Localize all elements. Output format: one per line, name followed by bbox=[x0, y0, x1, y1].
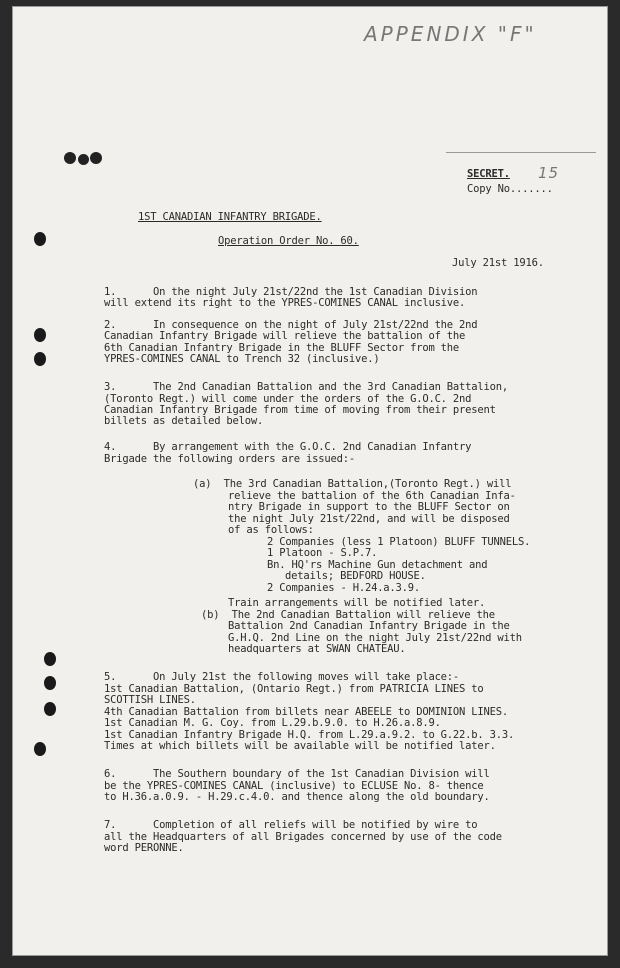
para-5-line: 4th Canadian Battalion from billets near ABEELE to DOMINION LINES. bbox=[104, 706, 509, 718]
para-3-line: Canadian Infantry Brigade from time of moving from their present bbox=[104, 404, 496, 416]
para-6-line: 6. The Southern boundary of the 1st Canadian Division will bbox=[104, 768, 490, 780]
para-1-line: will extend its right to the YPRES-COMINES CANAL inclusive. bbox=[104, 297, 466, 309]
order-date: July 21st 1916. bbox=[452, 257, 544, 269]
disposition-line: 2 Companies - H.24.a.3.9. bbox=[267, 582, 421, 594]
subpara-a-line: relieve the battalion of the 6th Canadian Infa- bbox=[228, 490, 516, 502]
disposition-line: 2 Companies (less 1 Platoon) BLUFF TUNNELS. bbox=[267, 536, 531, 548]
para-2-line: YPRES-COMINES CANAL to Trench 32 (inclusive.) bbox=[104, 353, 380, 365]
para-4-line: 4. By arrangement with the G.O.C. 2nd Canadian Infantry bbox=[104, 441, 472, 453]
para-6-line: to H.36.a.0.9. - H.29.c.4.0. and thence along the old boundary. bbox=[104, 791, 490, 803]
para-5-line: Times at which billets will be available will be notified later. bbox=[104, 740, 496, 752]
copy-number-handwritten: 15 bbox=[538, 164, 560, 182]
subpara-a-line: ntry Brigade in support to the BLUFF Sector on bbox=[228, 501, 510, 513]
para-2-line: 6th Canadian Infantry Brigade in the BLUFF Sector from the bbox=[104, 342, 460, 354]
subpara-b-line: G.H.Q. 2nd Line on the night July 21st/22nd with bbox=[228, 632, 522, 644]
para-7-line: all the Headquarters of all Brigades concerned by use of the code bbox=[104, 831, 502, 843]
secret-marking: SECRET. bbox=[467, 168, 510, 180]
subpara-b-line: headquarters at SWAN CHATEAU. bbox=[228, 643, 406, 655]
subpara-a-line: of as follows: bbox=[228, 524, 314, 536]
binder-hole bbox=[34, 352, 46, 366]
subpara-b-line: (b) The 2nd Canadian Battalion will relieve the bbox=[201, 609, 495, 621]
disposition-line: 1 Platoon - S.P.7. bbox=[267, 547, 378, 559]
brigade-title: 1ST CANADIAN INFANTRY BRIGADE. bbox=[138, 211, 322, 223]
binder-hole bbox=[34, 742, 46, 756]
para-3-line: 3. The 2nd Canadian Battalion and the 3rd Canadian Battalion, bbox=[104, 381, 509, 393]
para-6-line: be the YPRES-COMINES CANAL (inclusive) to ECLUSE No. 8- thence bbox=[104, 780, 484, 792]
disposition-line: details; BEDFORD HOUSE. bbox=[285, 570, 426, 582]
binder-hole bbox=[44, 676, 56, 690]
faint-rule bbox=[446, 152, 596, 153]
para-3-line: (Toronto Regt.) will come under the orders of the G.O.C. 2nd bbox=[104, 393, 472, 405]
order-title: Operation Order No. 60. bbox=[218, 235, 359, 247]
copy-number-label: Copy No....... bbox=[467, 183, 553, 195]
appendix-handwritten-note: APPENDIX "F" bbox=[364, 22, 537, 46]
para-5-line: 5. On July 21st the following moves will take place:- bbox=[104, 671, 460, 683]
subpara-a-line: the night July 21st/22nd, and will be disposed bbox=[228, 513, 510, 525]
punch-hole-mark bbox=[90, 152, 102, 164]
para-4-line: Brigade the following orders are issued:- bbox=[104, 453, 355, 465]
para-5-line: 1st Canadian Battalion, (Ontario Regt.) from PATRICIA LINES to bbox=[104, 683, 484, 695]
para-2-line: 2. In consequence on the night of July 21st/22nd the 2nd bbox=[104, 319, 478, 331]
para-5-line: SCOTTISH LINES. bbox=[104, 694, 196, 706]
punch-hole-mark bbox=[78, 154, 89, 165]
binder-hole bbox=[34, 328, 46, 342]
document-page bbox=[12, 6, 608, 956]
subpara-a-line: (a) The 3rd Canadian Battalion,(Toronto Regt.) will bbox=[193, 478, 512, 490]
binder-hole bbox=[44, 652, 56, 666]
punch-hole-mark bbox=[64, 152, 76, 164]
binder-hole bbox=[44, 702, 56, 716]
subpara-b-line: Battalion 2nd Canadian Infantry Brigade in the bbox=[228, 620, 510, 632]
subpara-a-line: Train arrangements will be notified later. bbox=[228, 597, 486, 609]
para-5-line: 1st Canadian M. G. Coy. from L.29.b.9.0. to H.26.a.8.9. bbox=[104, 717, 441, 729]
para-1-line: 1. On the night July 21st/22nd the 1st Canadian Division bbox=[104, 286, 478, 298]
para-7-line: 7. Completion of all reliefs will be notified by wire to bbox=[104, 819, 478, 831]
para-5-line: 1st Canadian Infantry Brigade H.Q. from L.29.a.9.2. to G.22.b. 3.3. bbox=[104, 729, 515, 741]
disposition-line: Bn. HQ'rs Machine Gun detachment and bbox=[267, 559, 488, 571]
para-2-line: Canadian Infantry Brigade will relieve the battalion of the bbox=[104, 330, 466, 342]
para-3-line: billets as detailed below. bbox=[104, 415, 264, 427]
para-7-line: word PERONNE. bbox=[104, 842, 184, 854]
binder-hole bbox=[34, 232, 46, 246]
